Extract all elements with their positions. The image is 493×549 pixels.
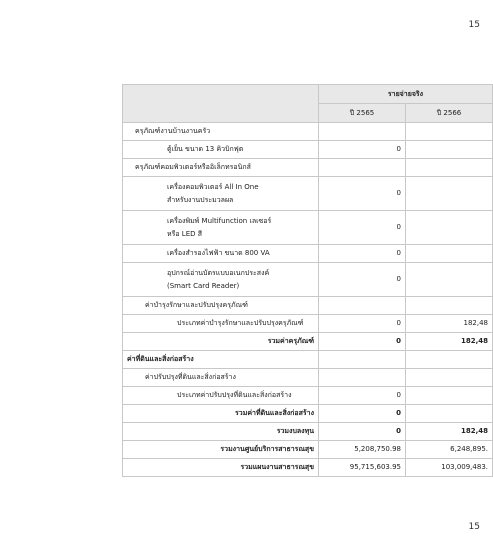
row-label-total: รวมแผนงานสาธารณสุข xyxy=(123,459,319,477)
row-label-line1: เครื่องคอมพิวเตอร์ All In One xyxy=(167,182,259,191)
row-value-2565: 0 xyxy=(319,141,406,159)
page-number-top: 15 xyxy=(468,20,480,30)
row-value-2566 xyxy=(406,141,493,159)
row-value-2566 xyxy=(406,159,493,177)
row-value-2565: 5,208,750.98 xyxy=(319,441,406,459)
header-year-2566: ปี 2566 xyxy=(406,104,493,123)
row-label-line1: อุปกรณ์อ่านบัตรแบบอเนกประสงค์ xyxy=(167,268,270,277)
row-value-2566 xyxy=(406,297,493,315)
row-value-2566: 6,248,895. xyxy=(406,441,493,459)
header-blank xyxy=(123,85,319,123)
row-value-2565: 0 xyxy=(319,405,406,423)
row-value-2565 xyxy=(319,297,406,315)
row-label: ครุภัณฑ์งานบ้านงานครัว xyxy=(123,123,319,141)
row-label xyxy=(123,177,319,211)
row-value-2566: 182,48 xyxy=(406,423,493,441)
row-label: ประเภทค่าบำรุงรักษาและปรับปรุงครุภัณฑ์ xyxy=(123,315,319,333)
row-value-2565: 0 xyxy=(319,423,406,441)
row-value-2566 xyxy=(406,387,493,405)
row-value-2566 xyxy=(406,245,493,263)
row-label-subtotal: รวมค่าครุภัณฑ์ xyxy=(123,333,319,351)
row-value-2565: 95,715,603.95 xyxy=(319,459,406,477)
row-value-2565 xyxy=(319,123,406,141)
row-value-2566 xyxy=(406,351,493,369)
row-value-2566: 182,48 xyxy=(406,333,493,351)
row-value-2565 xyxy=(319,369,406,387)
row-label-line1: เครื่องพิมพ์ Multifunction เลเซอร์ xyxy=(167,216,272,225)
header-actual-expense: รายจ่ายจริง xyxy=(319,85,493,104)
row-label xyxy=(123,263,319,297)
row-label-section: ค่าที่ดินและสิ่งก่อสร้าง xyxy=(123,351,319,369)
row-value-2566 xyxy=(406,123,493,141)
row-label: ครุภัณฑ์คอมพิวเตอร์หรืออิเล็กทรอนิกส์ xyxy=(123,159,319,177)
row-value-2565: 0 xyxy=(319,315,406,333)
row-value-2566 xyxy=(406,177,493,211)
row-label: ประเภทค่าปรับปรุงที่ดินและสิ่งก่อสร้าง xyxy=(123,387,319,405)
row-label-total: รวมงบลงทุน xyxy=(123,423,319,441)
row-value-2565: 0 xyxy=(319,387,406,405)
row-label: ค่าบำรุงรักษาและปรับปรุงครุภัณฑ์ xyxy=(123,297,319,315)
row-value-2566 xyxy=(406,369,493,387)
row-label xyxy=(123,211,319,245)
row-label: ตู้เย็น ขนาด 13 คิวบิกฟุต xyxy=(123,141,319,159)
row-label-line2: หรือ LED สี xyxy=(167,229,203,238)
row-value-2566: 103,009,483. xyxy=(406,459,493,477)
row-value-2566 xyxy=(406,211,493,245)
row-label-total: รวมงานศูนย์บริการสาธารณสุข xyxy=(123,441,319,459)
row-label-line2: สำหรับงานประมวลผล xyxy=(167,195,234,204)
header-year-2565: ปี 2565 xyxy=(319,104,406,123)
row-label: เครื่องสำรองไฟฟ้า ขนาด 800 VA xyxy=(123,245,319,263)
row-value-2565: 0 xyxy=(319,333,406,351)
row-label-line2: (Smart Card Reader) xyxy=(167,281,240,290)
row-value-2566 xyxy=(406,263,493,297)
row-value-2566 xyxy=(406,405,493,423)
page-number-bottom: 15 xyxy=(468,522,480,532)
row-value-2565 xyxy=(319,159,406,177)
row-value-2566: 182,48 xyxy=(406,315,493,333)
row-value-2565: 0 xyxy=(319,177,406,211)
row-value-2565: 0 xyxy=(319,245,406,263)
row-label-subtotal: รวมค่าที่ดินและสิ่งก่อสร้าง xyxy=(123,405,319,423)
row-label: ค่าปรับปรุงที่ดินและสิ่งก่อสร้าง xyxy=(123,369,319,387)
row-value-2565 xyxy=(319,351,406,369)
budget-table xyxy=(122,84,493,477)
row-value-2565: 0 xyxy=(319,211,406,245)
row-value-2565: 0 xyxy=(319,263,406,297)
